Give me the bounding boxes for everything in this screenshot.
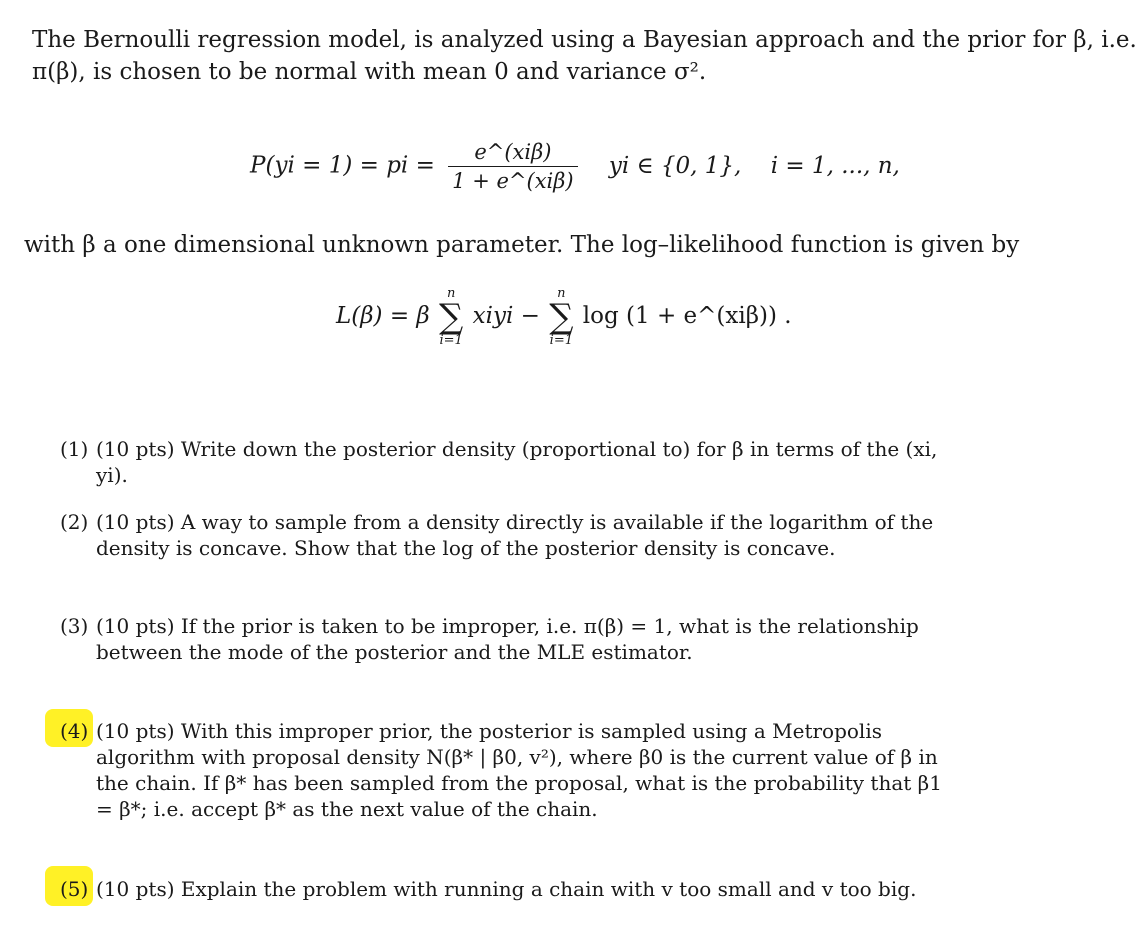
eq1-numerator: e^(xiβ) <box>474 140 552 164</box>
eq2-lhs: L(β) = β <box>336 303 430 329</box>
question-text: (10 pts) A way to sample from a density directly is available if the logarithm of the density is concave. Show that the log of the posterior density is concave. <box>96 510 934 560</box>
question-1 <box>60 436 960 488</box>
question-number: (4) <box>60 719 89 743</box>
eq1-denominator: 1 + e^(xiβ) <box>448 166 577 193</box>
eq1-index: i = 1, ..., n, <box>770 152 900 179</box>
question-3 <box>60 613 960 665</box>
question-5 <box>60 876 960 902</box>
sum-symbol-2: n ∑ i=1 <box>549 286 574 348</box>
question-text: (10 pts) Write down the posterior density (proportional to) for β in terms of the (xi, yi). <box>96 437 938 487</box>
question-text: (10 pts) With this improper prior, the posterior is sampled using a Metropolis algorithm with proposal density N(β* | β0, v²), where β0 is the current value of β in the chain. If β* has been sampled from the proposal, what is the probability that β1 = β*; i.e. accept β* as the next value of the chain. <box>96 719 942 821</box>
question-number: (1) <box>60 437 89 461</box>
eq1-lhs: P(yi = 1) = pi = <box>250 152 435 179</box>
sum-upper-2: n <box>557 286 566 301</box>
eq1-fraction <box>448 140 577 193</box>
question-2 <box>60 509 960 561</box>
question-text: (10 pts) Explain the problem with running a chain with v too small and v too big. <box>96 877 917 901</box>
equation-bernoulli <box>250 140 900 193</box>
intro-line-2: π(β), is chosen to be normal with mean 0 and variance σ². <box>32 59 707 85</box>
intro-line-1: The Bernoulli regression model, is analyzed using a Bayesian approach and the prior for β, i.e. <box>32 27 1137 53</box>
sum-lower-2: i=1 <box>549 333 573 348</box>
equation-log-likelihood <box>336 287 792 347</box>
question-number: (2) <box>60 510 89 534</box>
eq2-term1: xiyi − <box>472 303 540 329</box>
sum-symbol-1: n ∑ i=1 <box>439 286 464 348</box>
eq2-term2: log (1 + e^(xiβ)) . <box>582 303 792 329</box>
question-4 <box>60 718 960 822</box>
eq1-domain: yi ∈ {0, 1}, <box>608 152 742 179</box>
question-number: (5) <box>60 877 89 901</box>
question-text: (10 pts) If the prior is taken to be improper, i.e. π(β) = 1, what is the relationship between the mode of the posterior and the MLE estimator. <box>96 614 919 664</box>
sum-lower-1: i=1 <box>439 333 463 348</box>
middle-text: with β a one dimensional unknown parameter. The log–likelihood function is given by <box>24 232 1020 258</box>
sum-upper-1: n <box>446 286 456 301</box>
question-number: (3) <box>60 614 89 638</box>
